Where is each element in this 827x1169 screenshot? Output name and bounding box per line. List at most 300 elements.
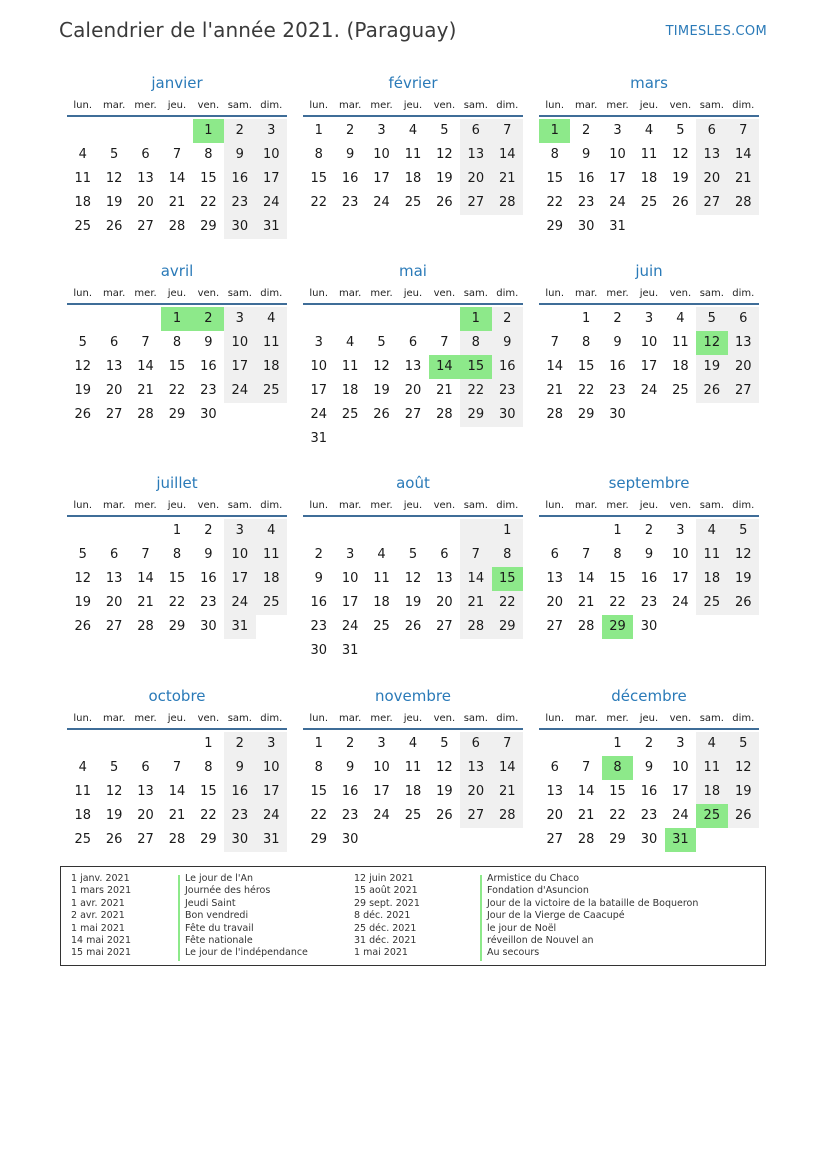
day-cell[interactable]: 30 bbox=[341, 832, 359, 847]
day-cell[interactable]: 27 bbox=[546, 619, 563, 634]
day-cell[interactable]: 28 bbox=[137, 407, 154, 422]
day-cell[interactable]: 23 bbox=[341, 195, 359, 210]
day-cell[interactable]: 9 bbox=[492, 331, 523, 355]
day-cell[interactable]: 28 bbox=[137, 619, 154, 634]
day-cell[interactable]: 15 bbox=[200, 171, 217, 186]
day-cell[interactable]: 4 bbox=[345, 335, 355, 350]
day-cell[interactable]: 31 bbox=[256, 828, 287, 852]
day-cell[interactable]: 6 bbox=[440, 547, 449, 562]
holiday-day-cell[interactable]: 8 bbox=[602, 756, 633, 780]
day-cell[interactable]: 25 bbox=[640, 195, 658, 210]
day-cell[interactable]: 13 bbox=[404, 359, 422, 374]
day-cell[interactable]: 27 bbox=[404, 407, 422, 422]
day-cell[interactable]: 4 bbox=[696, 732, 727, 756]
day-cell[interactable]: 10 bbox=[672, 547, 689, 562]
day-cell[interactable]: 28 bbox=[492, 804, 523, 828]
day-cell[interactable]: 11 bbox=[696, 543, 727, 567]
day-cell[interactable]: 16 bbox=[492, 355, 523, 379]
day-cell[interactable]: 1 bbox=[314, 123, 323, 138]
day-cell[interactable]: 9 bbox=[224, 143, 255, 167]
day-cell[interactable]: 22 bbox=[577, 383, 595, 398]
day-cell[interactable]: 12 bbox=[436, 147, 453, 162]
day-cell[interactable]: 7 bbox=[581, 760, 591, 775]
day-cell[interactable]: 30 bbox=[310, 643, 327, 658]
day-cell[interactable]: 5 bbox=[440, 123, 449, 138]
day-cell[interactable]: 1 bbox=[581, 311, 591, 326]
day-cell[interactable]: 4 bbox=[256, 307, 287, 331]
day-cell[interactable]: 31 bbox=[609, 219, 626, 234]
day-cell[interactable]: 7 bbox=[172, 760, 182, 775]
day-cell[interactable]: 25 bbox=[256, 591, 287, 615]
day-cell[interactable]: 13 bbox=[546, 784, 563, 799]
day-cell[interactable]: 29 bbox=[168, 619, 186, 634]
day-cell[interactable]: 22 bbox=[168, 383, 186, 398]
day-cell[interactable]: 16 bbox=[224, 780, 255, 804]
day-cell[interactable]: 6 bbox=[550, 547, 559, 562]
day-cell[interactable]: 11 bbox=[74, 171, 91, 186]
day-cell[interactable]: 4 bbox=[377, 547, 386, 562]
day-cell[interactable]: 6 bbox=[408, 335, 418, 350]
day-cell[interactable]: 5 bbox=[696, 307, 727, 331]
day-cell[interactable]: 23 bbox=[200, 595, 217, 610]
day-cell[interactable]: 26 bbox=[373, 407, 390, 422]
day-cell[interactable]: 8 bbox=[613, 547, 622, 562]
day-cell[interactable]: 14 bbox=[137, 359, 154, 374]
day-cell[interactable]: 27 bbox=[696, 191, 727, 215]
day-cell[interactable]: 21 bbox=[137, 383, 154, 398]
day-cell[interactable]: 11 bbox=[404, 760, 422, 775]
day-cell[interactable]: 3 bbox=[224, 307, 255, 331]
day-cell[interactable]: 9 bbox=[204, 547, 213, 562]
day-cell[interactable]: 3 bbox=[377, 123, 386, 138]
day-cell[interactable]: 27 bbox=[546, 832, 563, 847]
day-cell[interactable]: 27 bbox=[460, 804, 491, 828]
holiday-day-cell[interactable]: 29 bbox=[602, 615, 633, 639]
day-cell[interactable]: 7 bbox=[460, 543, 491, 567]
day-cell[interactable]: 18 bbox=[256, 355, 287, 379]
day-cell[interactable]: 17 bbox=[373, 171, 390, 186]
day-cell[interactable]: 26 bbox=[436, 808, 453, 823]
day-cell[interactable]: 9 bbox=[644, 760, 654, 775]
day-cell[interactable]: 28 bbox=[546, 407, 563, 422]
holiday-day-cell[interactable]: 12 bbox=[696, 331, 727, 355]
day-cell[interactable]: 9 bbox=[613, 335, 622, 350]
day-cell[interactable]: 9 bbox=[644, 547, 654, 562]
day-cell[interactable]: 22 bbox=[200, 195, 217, 210]
day-cell[interactable]: 30 bbox=[577, 219, 595, 234]
holiday-day-cell[interactable]: 2 bbox=[193, 307, 224, 331]
day-cell[interactable]: 12 bbox=[74, 359, 91, 374]
day-cell[interactable]: 7 bbox=[492, 119, 523, 143]
day-cell[interactable]: 30 bbox=[492, 403, 523, 427]
day-cell[interactable]: 29 bbox=[609, 832, 626, 847]
day-cell[interactable]: 8 bbox=[314, 760, 323, 775]
day-cell[interactable]: 2 bbox=[224, 732, 255, 756]
day-cell[interactable]: 8 bbox=[204, 760, 213, 775]
day-cell[interactable]: 17 bbox=[609, 171, 626, 186]
day-cell[interactable]: 13 bbox=[460, 143, 491, 167]
day-cell[interactable]: 13 bbox=[105, 571, 123, 586]
day-cell[interactable]: 24 bbox=[609, 195, 626, 210]
day-cell[interactable]: 10 bbox=[310, 359, 327, 374]
day-cell[interactable]: 21 bbox=[577, 595, 595, 610]
day-cell[interactable]: 26 bbox=[74, 619, 91, 634]
day-cell[interactable]: 4 bbox=[408, 736, 418, 751]
day-cell[interactable]: 20 bbox=[404, 383, 422, 398]
day-cell[interactable]: 25 bbox=[373, 619, 390, 634]
day-cell[interactable]: 13 bbox=[460, 756, 491, 780]
day-cell[interactable]: 30 bbox=[200, 619, 217, 634]
day-cell[interactable]: 26 bbox=[105, 219, 123, 234]
day-cell[interactable]: 12 bbox=[436, 760, 453, 775]
day-cell[interactable]: 10 bbox=[373, 147, 390, 162]
day-cell[interactable]: 5 bbox=[728, 519, 759, 543]
day-cell[interactable]: 22 bbox=[310, 808, 327, 823]
day-cell[interactable]: 11 bbox=[256, 543, 287, 567]
holiday-day-cell[interactable]: 1 bbox=[539, 119, 570, 143]
day-cell[interactable]: 25 bbox=[404, 195, 422, 210]
day-cell[interactable]: 8 bbox=[581, 335, 591, 350]
day-cell[interactable]: 26 bbox=[105, 832, 123, 847]
day-cell[interactable]: 19 bbox=[728, 567, 759, 591]
day-cell[interactable]: 29 bbox=[310, 832, 327, 847]
day-cell[interactable]: 2 bbox=[644, 736, 654, 751]
holiday-day-cell[interactable]: 31 bbox=[665, 828, 696, 852]
day-cell[interactable]: 13 bbox=[546, 571, 563, 586]
day-cell[interactable]: 23 bbox=[200, 383, 217, 398]
day-cell[interactable]: 12 bbox=[373, 359, 390, 374]
day-cell[interactable]: 24 bbox=[640, 383, 658, 398]
day-cell[interactable]: 23 bbox=[609, 383, 626, 398]
day-cell[interactable]: 28 bbox=[577, 832, 595, 847]
day-cell[interactable]: 30 bbox=[200, 407, 217, 422]
day-cell[interactable]: 13 bbox=[105, 359, 123, 374]
day-cell[interactable]: 22 bbox=[492, 591, 523, 615]
day-cell[interactable]: 23 bbox=[310, 619, 327, 634]
day-cell[interactable]: 14 bbox=[492, 756, 523, 780]
day-cell[interactable]: 25 bbox=[404, 808, 422, 823]
day-cell[interactable]: 20 bbox=[696, 167, 727, 191]
day-cell[interactable]: 19 bbox=[74, 595, 91, 610]
day-cell[interactable]: 24 bbox=[256, 191, 287, 215]
day-cell[interactable]: 9 bbox=[345, 147, 355, 162]
day-cell[interactable]: 1 bbox=[613, 523, 622, 538]
day-cell[interactable]: 2 bbox=[204, 523, 213, 538]
day-cell[interactable]: 25 bbox=[341, 407, 359, 422]
holiday-day-cell[interactable]: 1 bbox=[161, 307, 192, 331]
day-cell[interactable]: 27 bbox=[436, 619, 453, 634]
day-cell[interactable]: 26 bbox=[404, 619, 422, 634]
day-cell[interactable]: 23 bbox=[492, 379, 523, 403]
day-cell[interactable]: 6 bbox=[141, 147, 150, 162]
day-cell[interactable]: 26 bbox=[74, 407, 91, 422]
day-cell[interactable]: 21 bbox=[728, 167, 759, 191]
day-cell[interactable]: 7 bbox=[172, 147, 182, 162]
day-cell[interactable]: 19 bbox=[436, 171, 453, 186]
day-cell[interactable]: 24 bbox=[341, 619, 359, 634]
day-cell[interactable]: 17 bbox=[672, 784, 689, 799]
day-cell[interactable]: 15 bbox=[200, 784, 217, 799]
day-cell[interactable]: 14 bbox=[492, 143, 523, 167]
day-cell[interactable]: 23 bbox=[341, 808, 359, 823]
day-cell[interactable]: 6 bbox=[696, 119, 727, 143]
day-cell[interactable]: 7 bbox=[440, 335, 449, 350]
day-cell[interactable]: 11 bbox=[74, 784, 91, 799]
day-cell[interactable]: 12 bbox=[672, 147, 689, 162]
day-cell[interactable]: 28 bbox=[492, 191, 523, 215]
day-cell[interactable]: 5 bbox=[78, 547, 87, 562]
day-cell[interactable]: 30 bbox=[640, 832, 658, 847]
day-cell[interactable]: 14 bbox=[577, 571, 595, 586]
day-cell[interactable]: 2 bbox=[644, 523, 654, 538]
day-cell[interactable]: 26 bbox=[696, 379, 727, 403]
day-cell[interactable]: 16 bbox=[341, 171, 359, 186]
day-cell[interactable]: 10 bbox=[609, 147, 626, 162]
day-cell[interactable]: 4 bbox=[408, 123, 418, 138]
day-cell[interactable]: 14 bbox=[546, 359, 563, 374]
day-cell[interactable]: 8 bbox=[314, 147, 323, 162]
day-cell[interactable]: 22 bbox=[310, 195, 327, 210]
day-cell[interactable]: 14 bbox=[137, 571, 154, 586]
day-cell[interactable]: 17 bbox=[672, 571, 689, 586]
day-cell[interactable]: 2 bbox=[314, 547, 323, 562]
holiday-day-cell[interactable]: 25 bbox=[696, 804, 727, 828]
day-cell[interactable]: 29 bbox=[546, 219, 563, 234]
day-cell[interactable]: 20 bbox=[728, 355, 759, 379]
day-cell[interactable]: 16 bbox=[200, 571, 217, 586]
day-cell[interactable]: 16 bbox=[341, 784, 359, 799]
day-cell[interactable]: 5 bbox=[109, 147, 119, 162]
day-cell[interactable]: 5 bbox=[78, 335, 87, 350]
day-cell[interactable]: 26 bbox=[436, 195, 453, 210]
day-cell[interactable]: 21 bbox=[492, 780, 523, 804]
day-cell[interactable]: 18 bbox=[672, 359, 689, 374]
day-cell[interactable]: 9 bbox=[581, 147, 591, 162]
day-cell[interactable]: 14 bbox=[168, 171, 186, 186]
day-cell[interactable]: 15 bbox=[577, 359, 595, 374]
day-cell[interactable]: 12 bbox=[728, 756, 759, 780]
day-cell[interactable]: 19 bbox=[436, 784, 453, 799]
day-cell[interactable]: 12 bbox=[105, 784, 123, 799]
day-cell[interactable]: 1 bbox=[492, 519, 523, 543]
day-cell[interactable]: 15 bbox=[168, 571, 186, 586]
day-cell[interactable]: 24 bbox=[224, 379, 255, 403]
day-cell[interactable]: 16 bbox=[609, 359, 626, 374]
day-cell[interactable]: 11 bbox=[373, 571, 390, 586]
day-cell[interactable]: 2 bbox=[345, 123, 355, 138]
day-cell[interactable]: 1 bbox=[613, 736, 622, 751]
day-cell[interactable]: 30 bbox=[640, 619, 658, 634]
day-cell[interactable]: 22 bbox=[546, 195, 563, 210]
day-cell[interactable]: 28 bbox=[460, 615, 491, 639]
day-cell[interactable]: 7 bbox=[728, 119, 759, 143]
day-cell[interactable]: 9 bbox=[345, 760, 355, 775]
day-cell[interactable]: 20 bbox=[137, 808, 154, 823]
day-cell[interactable]: 29 bbox=[460, 403, 491, 427]
day-cell[interactable]: 1 bbox=[314, 736, 323, 751]
day-cell[interactable]: 21 bbox=[546, 383, 563, 398]
day-cell[interactable]: 9 bbox=[204, 335, 213, 350]
day-cell[interactable]: 16 bbox=[224, 167, 255, 191]
holiday-day-cell[interactable]: 1 bbox=[460, 307, 491, 331]
day-cell[interactable]: 30 bbox=[609, 407, 626, 422]
day-cell[interactable]: 17 bbox=[640, 359, 658, 374]
day-cell[interactable]: 11 bbox=[256, 331, 287, 355]
day-cell[interactable]: 21 bbox=[137, 595, 154, 610]
day-cell[interactable]: 21 bbox=[577, 808, 595, 823]
day-cell[interactable]: 6 bbox=[109, 547, 119, 562]
day-cell[interactable]: 10 bbox=[256, 756, 287, 780]
day-cell[interactable]: 4 bbox=[644, 123, 654, 138]
day-cell[interactable]: 21 bbox=[168, 808, 186, 823]
day-cell[interactable]: 17 bbox=[341, 595, 359, 610]
day-cell[interactable]: 3 bbox=[377, 736, 386, 751]
day-cell[interactable]: 15 bbox=[310, 784, 327, 799]
day-cell[interactable]: 27 bbox=[137, 219, 154, 234]
day-cell[interactable]: 8 bbox=[172, 547, 182, 562]
day-cell[interactable]: 6 bbox=[141, 760, 150, 775]
day-cell[interactable]: 24 bbox=[310, 407, 327, 422]
holiday-day-cell[interactable]: 15 bbox=[460, 355, 491, 379]
day-cell[interactable]: 3 bbox=[314, 335, 323, 350]
day-cell[interactable]: 30 bbox=[224, 828, 255, 852]
day-cell[interactable]: 24 bbox=[224, 591, 255, 615]
day-cell[interactable]: 18 bbox=[640, 171, 658, 186]
day-cell[interactable]: 3 bbox=[345, 547, 355, 562]
day-cell[interactable]: 27 bbox=[137, 832, 154, 847]
day-cell[interactable]: 15 bbox=[310, 171, 327, 186]
day-cell[interactable]: 13 bbox=[137, 171, 154, 186]
day-cell[interactable]: 23 bbox=[640, 595, 658, 610]
day-cell[interactable]: 20 bbox=[546, 595, 563, 610]
day-cell[interactable]: 29 bbox=[168, 407, 186, 422]
day-cell[interactable]: 28 bbox=[168, 219, 186, 234]
day-cell[interactable]: 18 bbox=[696, 567, 727, 591]
day-cell[interactable]: 4 bbox=[696, 519, 727, 543]
holiday-day-cell[interactable]: 14 bbox=[429, 355, 460, 379]
day-cell[interactable]: 20 bbox=[105, 383, 123, 398]
day-cell[interactable]: 10 bbox=[341, 571, 359, 586]
day-cell[interactable]: 8 bbox=[492, 543, 523, 567]
day-cell[interactable]: 16 bbox=[640, 571, 658, 586]
day-cell[interactable]: 23 bbox=[224, 804, 255, 828]
day-cell[interactable]: 20 bbox=[137, 195, 154, 210]
day-cell[interactable]: 14 bbox=[728, 143, 759, 167]
day-cell[interactable]: 14 bbox=[577, 784, 595, 799]
day-cell[interactable]: 21 bbox=[492, 167, 523, 191]
day-cell[interactable]: 2 bbox=[492, 307, 523, 331]
day-cell[interactable]: 26 bbox=[728, 804, 759, 828]
day-cell[interactable]: 2 bbox=[345, 736, 355, 751]
day-cell[interactable]: 18 bbox=[404, 784, 422, 799]
day-cell[interactable]: 14 bbox=[460, 567, 491, 591]
day-cell[interactable]: 3 bbox=[613, 123, 622, 138]
day-cell[interactable]: 15 bbox=[609, 571, 626, 586]
day-cell[interactable]: 27 bbox=[728, 379, 759, 403]
day-cell[interactable]: 5 bbox=[408, 547, 418, 562]
day-cell[interactable]: 4 bbox=[78, 147, 87, 162]
day-cell[interactable]: 17 bbox=[256, 780, 287, 804]
day-cell[interactable]: 3 bbox=[644, 311, 654, 326]
day-cell[interactable]: 10 bbox=[640, 335, 658, 350]
day-cell[interactable]: 16 bbox=[577, 171, 595, 186]
day-cell[interactable]: 5 bbox=[109, 760, 119, 775]
day-cell[interactable]: 22 bbox=[460, 379, 491, 403]
day-cell[interactable]: 2 bbox=[581, 123, 591, 138]
day-cell[interactable]: 3 bbox=[224, 519, 255, 543]
day-cell[interactable]: 10 bbox=[256, 143, 287, 167]
day-cell[interactable]: 21 bbox=[460, 591, 491, 615]
day-cell[interactable]: 26 bbox=[728, 591, 759, 615]
day-cell[interactable]: 9 bbox=[224, 756, 255, 780]
holiday-day-cell[interactable]: 1 bbox=[193, 119, 224, 143]
day-cell[interactable]: 25 bbox=[74, 832, 91, 847]
day-cell[interactable]: 16 bbox=[200, 359, 217, 374]
day-cell[interactable]: 24 bbox=[256, 804, 287, 828]
day-cell[interactable]: 5 bbox=[440, 736, 449, 751]
day-cell[interactable]: 21 bbox=[436, 383, 453, 398]
day-cell[interactable]: 13 bbox=[696, 143, 727, 167]
day-cell[interactable]: 27 bbox=[460, 191, 491, 215]
day-cell[interactable]: 19 bbox=[404, 595, 422, 610]
day-cell[interactable]: 18 bbox=[373, 595, 390, 610]
day-cell[interactable]: 3 bbox=[256, 732, 287, 756]
site-link[interactable]: TIMESLES.COM bbox=[665, 24, 767, 39]
day-cell[interactable]: 18 bbox=[256, 567, 287, 591]
day-cell[interactable]: 22 bbox=[609, 808, 626, 823]
day-cell[interactable]: 20 bbox=[460, 780, 491, 804]
day-cell[interactable]: 6 bbox=[460, 732, 491, 756]
day-cell[interactable]: 25 bbox=[74, 219, 91, 234]
day-cell[interactable]: 19 bbox=[728, 780, 759, 804]
day-cell[interactable]: 25 bbox=[256, 379, 287, 403]
day-cell[interactable]: 6 bbox=[109, 335, 119, 350]
day-cell[interactable]: 17 bbox=[310, 383, 327, 398]
day-cell[interactable]: 26 bbox=[672, 195, 689, 210]
day-cell[interactable]: 22 bbox=[168, 595, 186, 610]
day-cell[interactable]: 19 bbox=[373, 383, 390, 398]
day-cell[interactable]: 17 bbox=[373, 784, 390, 799]
day-cell[interactable]: 4 bbox=[256, 519, 287, 543]
day-cell[interactable]: 11 bbox=[341, 359, 359, 374]
day-cell[interactable]: 9 bbox=[314, 571, 323, 586]
day-cell[interactable]: 28 bbox=[728, 191, 759, 215]
day-cell[interactable]: 8 bbox=[460, 331, 491, 355]
day-cell[interactable]: 6 bbox=[728, 307, 759, 331]
day-cell[interactable]: 29 bbox=[200, 219, 217, 234]
day-cell[interactable]: 16 bbox=[640, 784, 658, 799]
day-cell[interactable]: 31 bbox=[224, 615, 255, 639]
day-cell[interactable]: 20 bbox=[546, 808, 563, 823]
day-cell[interactable]: 14 bbox=[168, 784, 186, 799]
day-cell[interactable]: 12 bbox=[74, 571, 91, 586]
day-cell[interactable]: 28 bbox=[436, 407, 453, 422]
day-cell[interactable]: 24 bbox=[373, 195, 390, 210]
day-cell[interactable]: 23 bbox=[224, 191, 255, 215]
day-cell[interactable]: 24 bbox=[373, 808, 390, 823]
day-cell[interactable]: 4 bbox=[78, 760, 87, 775]
day-cell[interactable]: 19 bbox=[105, 808, 123, 823]
day-cell[interactable]: 30 bbox=[224, 215, 255, 239]
day-cell[interactable]: 7 bbox=[581, 547, 591, 562]
day-cell[interactable]: 24 bbox=[672, 808, 689, 823]
day-cell[interactable]: 24 bbox=[672, 595, 689, 610]
day-cell[interactable]: 23 bbox=[577, 195, 595, 210]
day-cell[interactable]: 8 bbox=[204, 147, 213, 162]
day-cell[interactable]: 19 bbox=[672, 171, 689, 186]
day-cell[interactable]: 10 bbox=[672, 760, 689, 775]
day-cell[interactable]: 11 bbox=[640, 147, 658, 162]
